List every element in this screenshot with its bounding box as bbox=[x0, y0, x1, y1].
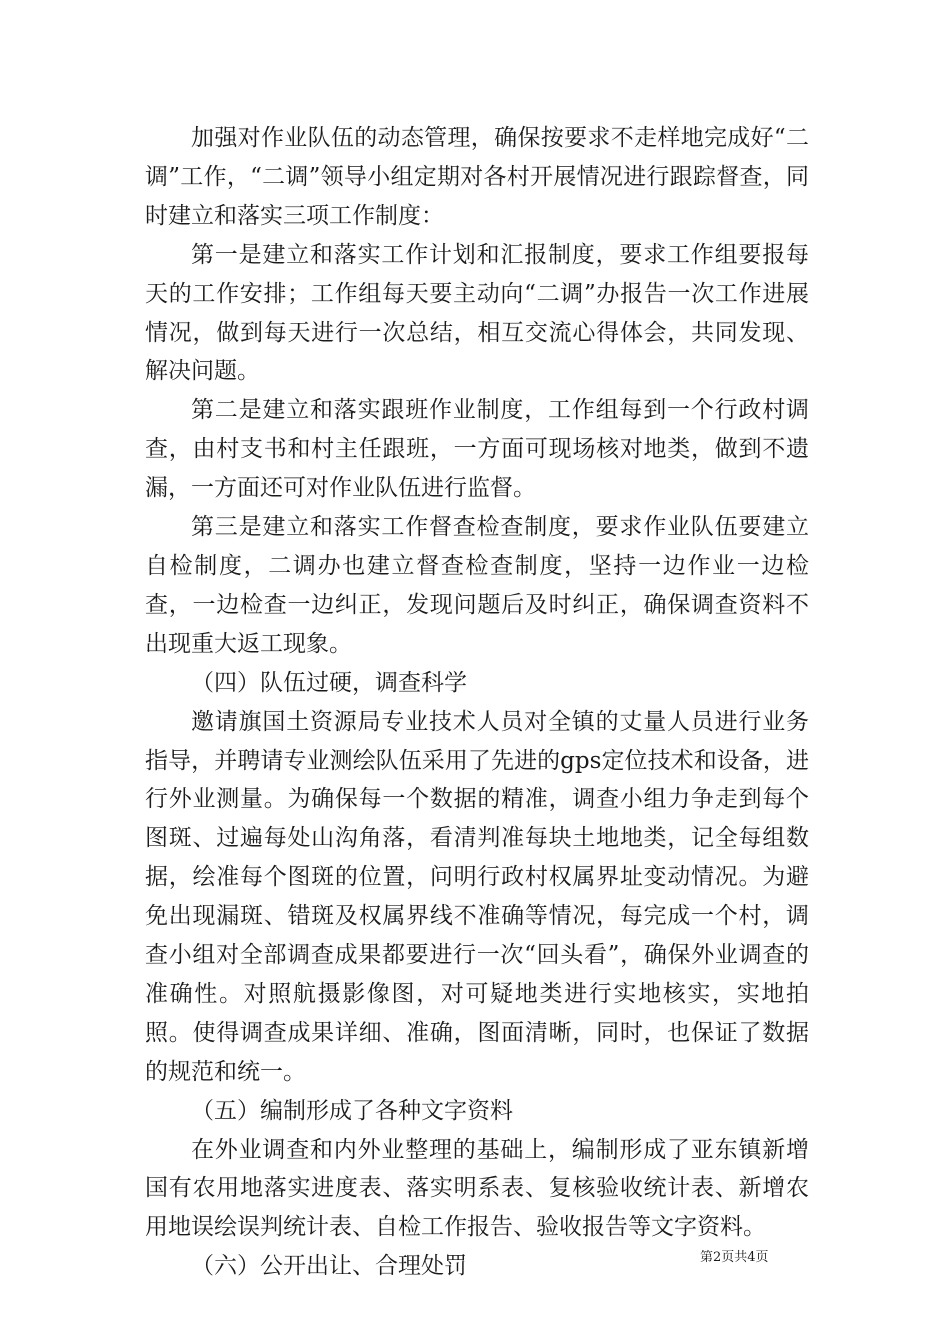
paragraph-1: 加强对作业队伍的动态管理，确保按要求不走样地完成好“二调”工作，“二调”领导小组定期对各村开展情况进行跟踪督查，同时建立和落实三项工作制度： bbox=[145, 125, 809, 229]
paragraph-2: 第一是建立和落实工作计划和汇报制度，要求工作组要报每天的工作安排；工作组每天要主动向“二调”办报告一次工作进展情况，做到每天进行一次总结，相互交流心得体会，共同发现、解决问题。 bbox=[145, 241, 809, 385]
section-heading-5: （五）编制形成了各种文字资料 bbox=[191, 1097, 513, 1124]
paragraph-5: 邀请旗国土资源局专业技术人员对全镇的丈量人员进行业务指导，并聘请专业测绘队伍采用了先进的gps定位技术和设备，进行外业测量。为确保每一个数据的精准，调查小组力争走到每个图斑、过遍每处山沟角落，看清判准每块土地地类，记全每组数据，绘准每个图斑的位置，问明行政村权属界址变动情况。为避免出现漏斑、错斑及权属界线不准确等情况，每完成一个村，调查小组对全部调查成果都要进行一次“回头看”，确保外业调查的准确性。对照航摄影像图，对可疑地类进行实地核实，实地拍照。使得调查成果详细、准确，图面清晰，同时，也保证了数据的规范和统一。 bbox=[145, 708, 809, 1085]
section-heading-6: （六）公开出让、合理处罚 bbox=[191, 1253, 467, 1280]
paragraph-6: 在外业调查和内外业整理的基础上，编制形成了亚东镇新增国有农用地落实进度表、落实明系表、复核验收统计表、新增农用地误绘误判统计表、自检工作报告、验收报告等文字资料。 bbox=[145, 1136, 809, 1241]
paragraph-3: 第二是建立和落实跟班作业制度，工作组每到一个行政村调查，由村支书和村主任跟班，一方面可现场核对地类，做到不遗漏，一方面还可对作业队伍进行监督。 bbox=[145, 397, 809, 502]
paragraph-4: 第三是建立和落实工作督查检查制度，要求作业队伍要建立自检制度，二调办也建立督查检查制度，坚持一边作业一边检查，一边检查一边纠正，发现问题后及时纠正，确保调查资料不出现重大返工现象。 bbox=[145, 514, 809, 657]
section-heading-4: （四）队伍过硬，调查科学 bbox=[191, 669, 467, 696]
body-text bbox=[145, 119, 809, 1286]
page-number: 第2页共4页 bbox=[700, 1250, 769, 1265]
